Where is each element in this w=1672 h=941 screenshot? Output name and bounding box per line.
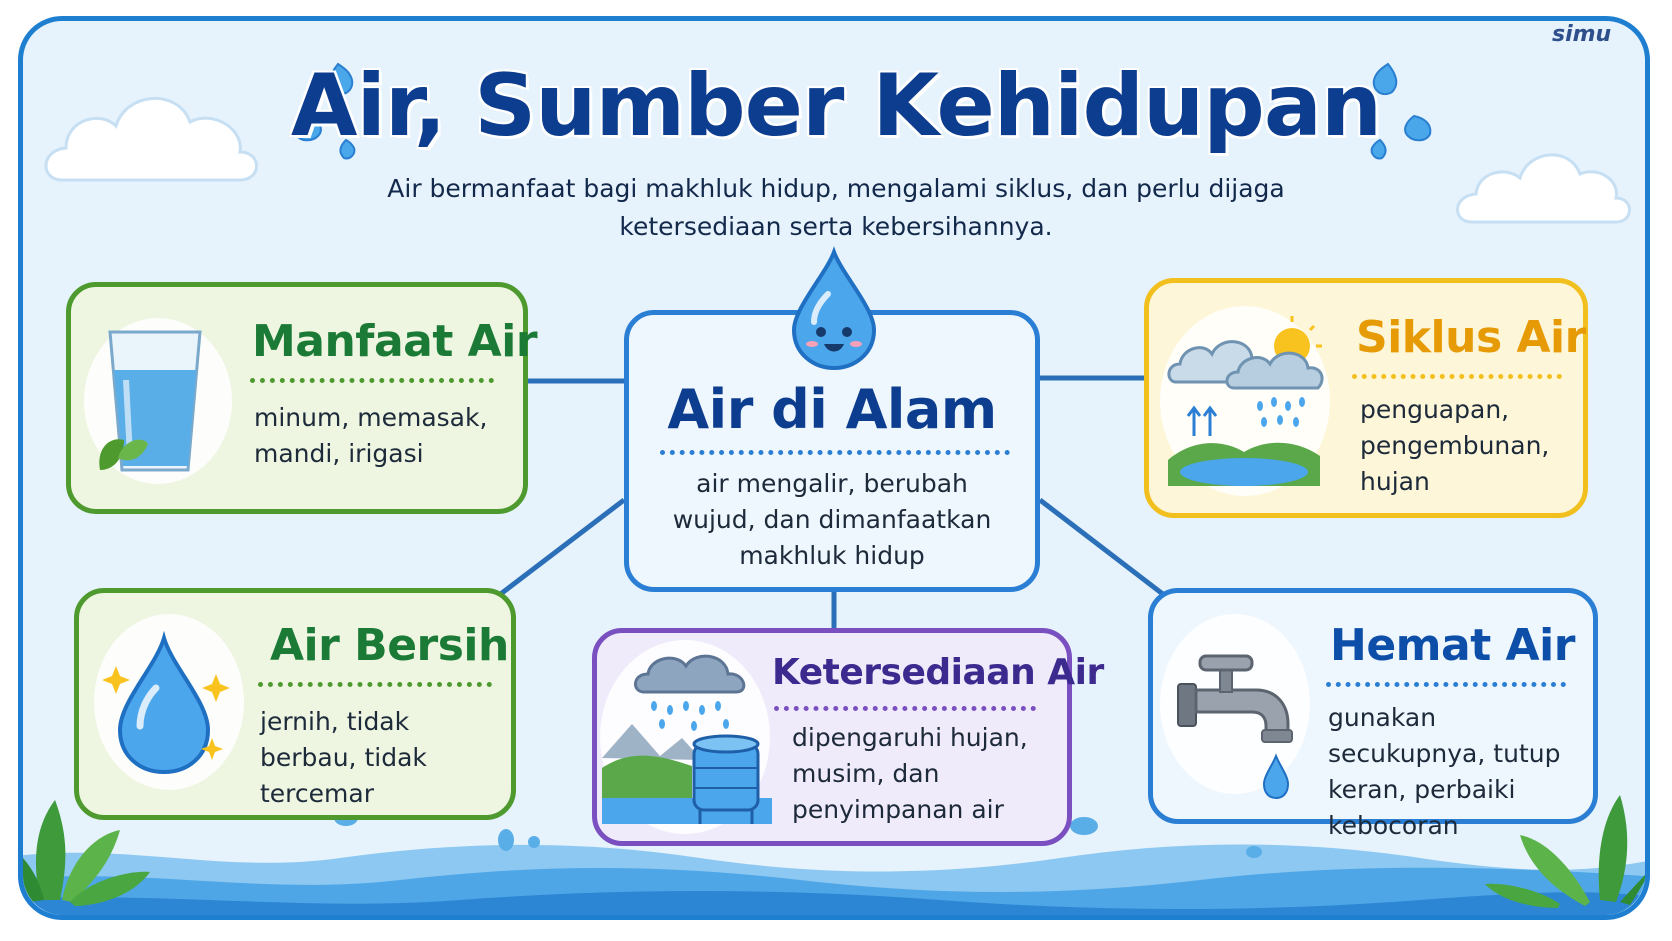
card-air-di-alam-title: Air di Alam <box>667 378 997 441</box>
card-siklus-air-title: Siklus Air <box>1356 312 1586 363</box>
card-ketersediaan-air-text: dipengaruhi hujan, musim, dan penyimpanan air <box>792 723 1028 824</box>
smiling-water-drop-icon <box>784 250 884 370</box>
cloud-right-icon <box>1457 155 1629 222</box>
card-air-di-alam-text: air mengalir, berubah wujud, dan dimanfaatkan makhluk hidup <box>672 469 992 570</box>
page-subtitle: Air bermanfaat bagi makhluk hidup, mengalami siklus, dan perlu dijaga ketersediaan serta kebersihannya. <box>387 174 1285 241</box>
brand-logo: simu <box>1552 22 1612 47</box>
water-cycle-icon <box>1164 310 1324 490</box>
card-ketersediaan-air-divider <box>774 706 1036 711</box>
card-siklus-air-text: penguapan, pengembunan, hujan <box>1360 395 1550 496</box>
sparkling-drop-icon <box>100 626 240 786</box>
card-air-di-alam-divider <box>660 450 1010 455</box>
card-ketersediaan-air-title: Ketersediaan Air <box>772 652 1104 693</box>
rain-and-water-tank-icon <box>602 648 772 828</box>
dripping-faucet-icon <box>1168 632 1318 802</box>
card-manfaat-air-divider <box>250 378 494 383</box>
card-hemat-air-text: gunakan secukupnya, tutup keran, perbaiki kebocoran <box>1328 703 1561 840</box>
card-manfaat-air-text: minum, memasak, mandi, irigasi <box>254 403 488 468</box>
page-title: Air, Sumber Kehidupan <box>290 56 1382 156</box>
glass-of-water-icon <box>96 320 216 480</box>
card-manfaat-air-title: Manfaat Air <box>252 316 538 367</box>
card-hemat-air-title: Hemat Air <box>1330 620 1575 671</box>
card-hemat-air-divider <box>1326 682 1566 687</box>
card-siklus-air-divider <box>1352 374 1562 379</box>
card-air-bersih-text: jernih, tidak berbau, tidak tercemar <box>260 707 427 808</box>
card-air-bersih-title: Air Bersih <box>270 620 509 671</box>
card-air-bersih-divider <box>258 682 492 687</box>
